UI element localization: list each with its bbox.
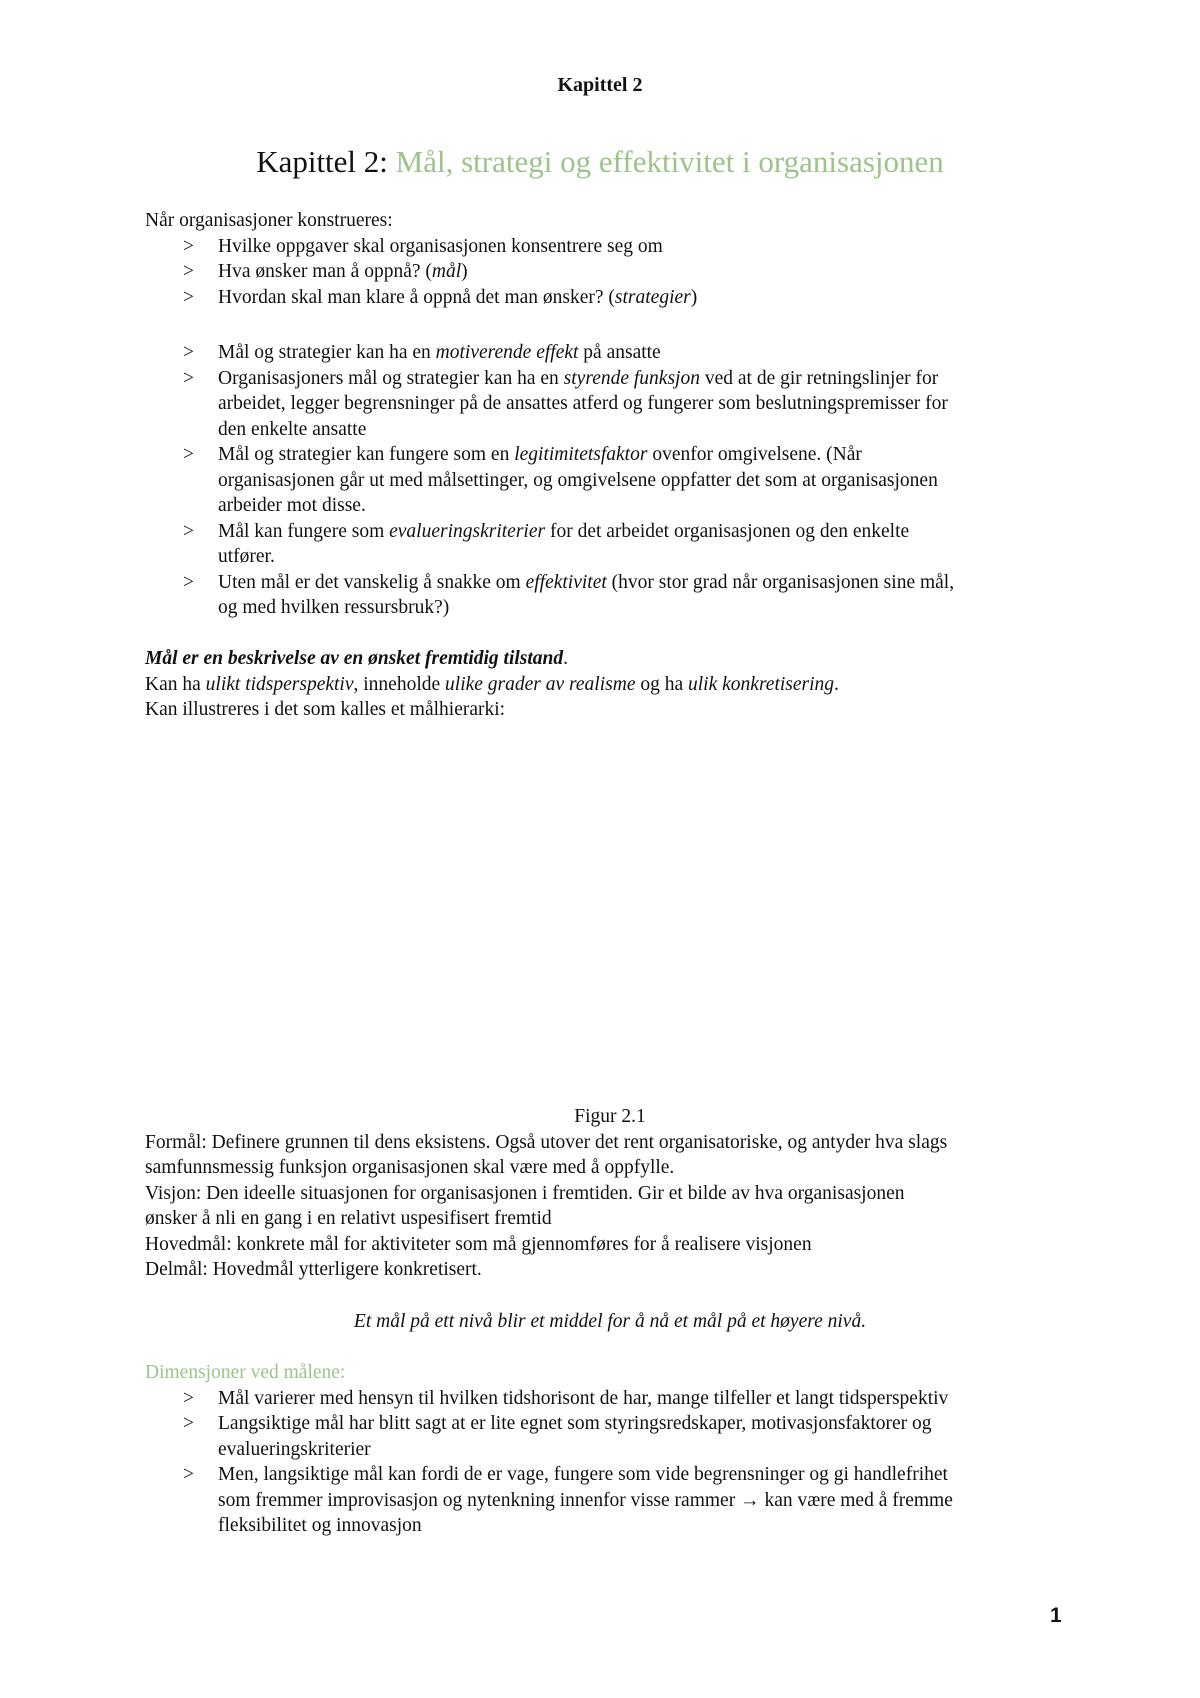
chapter-title-prefix: Kapittel 2: [256,144,388,179]
visjon-text: Visjon: Den ideelle situasjonen for organisasjonen i fremtiden. Gir et bilde av hva organisasjonen [145,1182,905,1204]
chapter-title [0,142,1200,182]
formal-text-cont: samfunnsmessig funksjon organisasjonen skal være med å oppfylle. [145,1157,675,1178]
chapter-title-accent: Mål, strategi og effektivitet i organisasjonen [395,144,944,179]
functions-section [145,340,1075,621]
visjon-text-cont: ønsker å nli en gang i en relativt uspesifisert fremtid [145,1208,552,1229]
hierarchy-quote: Et mål på ett nivå blir et middel for å nå et mål på et høyere nivå. [353,1310,867,1332]
dimensions-section [145,1360,1075,1539]
hovedmal-text: Hovedmål: konkrete mål for aktiviteter som må gjennomføres for å realisere visjonen [145,1233,812,1255]
definition-line: Mål er en beskrivelse av en ønsket fremtidig tilstand. [145,648,569,669]
delmal-text: Delmål: Hovedmål ytterligere konkretisert. [145,1259,482,1280]
list-item: > Mål og strategier kan fungere som en legitimitetsfaktor ovenfor omgivelsene. (Når organisasjonen går ut med målsettinger, og omgivelsene oppfatter det som at organisasjonen arbeider mot disse. [183,444,938,516]
dimensions-heading: Dimensjoner ved målene: [145,1362,346,1383]
hierarchy-intro: Kan illustreres i det som kalles et målhierarki: [145,699,506,720]
intro-lead: Når organisasjoner konstrueres: [145,210,393,231]
formal-text: Formål: Definere grunnen til dens eksistens. Også utover det rent organisatoriske, og antyder hva slags [145,1131,948,1153]
dimensions-list [145,1386,1075,1539]
list-item: > Organisasjoners mål og strategier kan ha en styrende funksjon ved at de gir retningslinjer for arbeidet, legger begrensninger på de ansattes atferd og fungerer som beslutningspremisser for den enkelte ansatte [183,367,948,440]
list-item: > Hva ønsker man å oppnå? (mål) [183,261,468,282]
list-item: > Hvordan skal man klare å oppnå det man ønsker? (strategier) [183,286,698,308]
list-item: > Mål varierer med hensyn til hvilken tidshorisont de har, mange tilfeller et langt tidsperspektiv [183,1387,949,1409]
list-item: > Mål og strategier kan ha en motiverende effekt på ansatte [183,342,661,363]
definition-detail: Kan ha ulikt tidsperspektiv, inneholde ulike grader av realisme og ha ulik konkretisering. [145,673,839,695]
figure-section [145,1104,1075,1334]
definition-section [145,646,1075,723]
functions-list [145,340,1075,621]
list-item: > Men, langsiktige mål kan fordi de er vage, fungere som vide begrensninger og gi handlefrihet som fremmer improvisasjon og nytenkning innenfor visse rammer → kan være med å fremme fleksibilitet og innovasjon [183,1464,953,1536]
list-item: > Uten mål er det vanskelig å snakke om effektivitet (hvor stor grad når organisasjonen sine mål, og med hvilken ressursbruk?) [183,571,955,618]
page-header: Kapittel 2 [557,74,643,96]
page-number: 1 [1050,1604,1062,1627]
intro-section [145,208,1075,310]
list-item: > Hvilke oppgaver skal organisasjonen konsentrere seg om [183,235,663,257]
list-item: > Langsiktige mål har blitt sagt at er lite egnet som styringsredskaper, motivasjonsfaktorer og evalueringskriterier [183,1413,932,1460]
list-item: > Mål kan fungere som evalueringskriterier for det arbeidet organisasjonen og den enkelte utfører. [183,520,910,567]
figure-placeholder [145,730,1075,1100]
figure-caption: Figur 2.1 [574,1106,646,1127]
intro-list [145,234,1075,311]
